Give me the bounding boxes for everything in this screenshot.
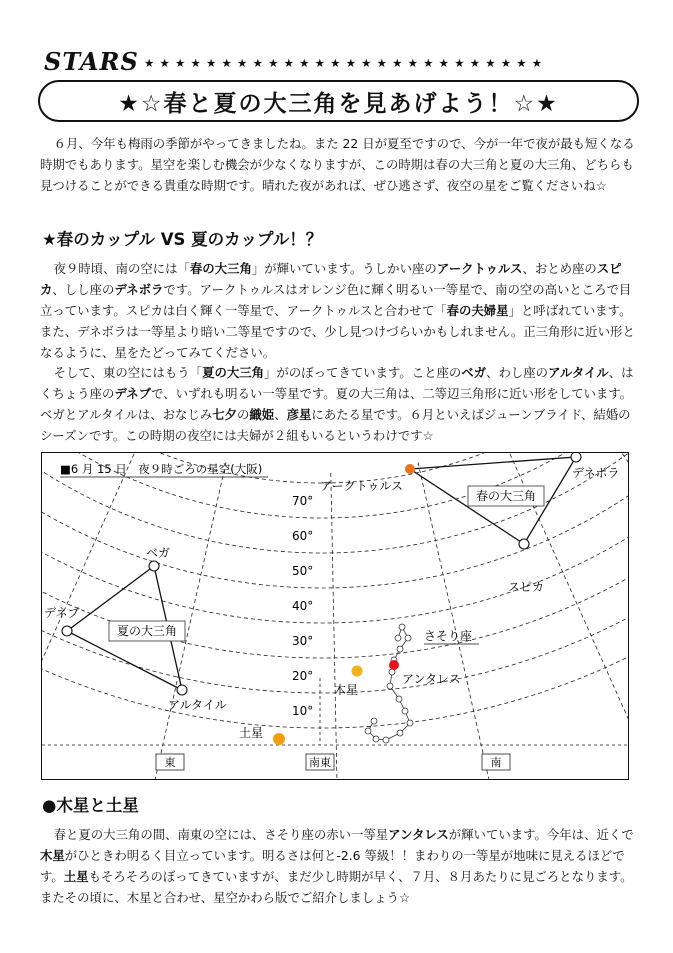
section-heading-couples: ★春のカップル VS 夏のカップル！？ (42, 230, 323, 249)
text-run: 、おとめ座の (522, 261, 597, 276)
direction-label: 南 (490, 756, 502, 769)
spica-star (519, 539, 529, 549)
scorpius-star (405, 635, 411, 641)
saturn-planet (273, 733, 285, 745)
denebola-label: デネボラ (572, 466, 620, 480)
deneb-star (62, 626, 72, 636)
bold-term: 春の夫婦星 (446, 303, 509, 318)
text-run: そして、東の空にはもう「 (53, 365, 203, 380)
direction-label: 東 (164, 756, 176, 769)
text-run: です。アークトゥルスはオレンジ色に輝く明るい一等星で、南の空の高いところで目立っています。スピカは白く輝く一等星で、アークトゥルスと合わせて「 (40, 282, 632, 318)
bold-term: デネブ (114, 386, 152, 401)
text-run: 」が輝いています。うしかい座の (251, 261, 437, 276)
scorpius-star (371, 718, 377, 724)
star-map (41, 452, 629, 780)
azimuth-line (578, 453, 629, 684)
decorative-star-row: ★★★★★★★★★★★★★★★★★★★★★★★★★★ (144, 56, 548, 70)
spring-triangle-label: 春の大三角 (475, 489, 537, 503)
altitude-tick-label: 10° (292, 704, 314, 718)
saturn-label: 土星 (239, 726, 264, 740)
direction-label: 南東 (309, 756, 331, 769)
antares-label: アンタレス (402, 672, 461, 686)
vega-label: ベガ (146, 546, 171, 560)
denebola-star (571, 453, 581, 462)
text-run: 春と夏の大三角の間、南東の空には、さそり座の赤い一等星 (53, 827, 389, 842)
jupiter-planet (352, 666, 363, 677)
map-caption: ■6 月 15 日 夜９時ごろの星空(大阪) (60, 462, 263, 476)
scorpius-star (365, 728, 371, 734)
scorpius-label: さそり座 (424, 629, 473, 643)
text-run: にあたる星です。６月といえばジューンブライド、結婚のシーズンです。この時期の夜空には夫婦が２組もいるというわけです☆ (40, 407, 631, 443)
scorpius-star (399, 624, 405, 630)
text-run: 、はくちょう座の (40, 365, 634, 401)
paragraph-summer-triangle (40, 362, 638, 446)
text-run: が輝いています。今年は、近くで (448, 827, 634, 842)
text-run: がひときわ明るく目立っています。明るさは何と-2.6 等級！！まわりの一等星が地味に見えるほどです。 (40, 848, 625, 884)
page-title: ★☆春と夏の大三角を見あげよう！☆★ (118, 90, 559, 117)
stars-logo: STARS (44, 47, 139, 76)
intro-paragraph: ６月、今年も梅雨の季節がやってきましたね。また 22 日が夏至ですので、今が一年で夜が最も短くなる時期でもあります。星空を楽しむ機会が少なくなりますが、この時期は春の大三角と夏の大三角、どちらも見つけることができる貴重な時期です。晴れた夜があれば、ぜひ逃さず、夜空の星をご覧くださいね☆ (40, 136, 635, 193)
paragraph-planets (40, 824, 638, 908)
deneb-label: デネブ (44, 606, 80, 620)
star-map-svg (42, 453, 629, 780)
text-run: 」がのぼってきています。こと座の (264, 365, 462, 380)
scorpius-star (397, 646, 403, 652)
antares-star (389, 660, 399, 670)
text-run: 、しし座の (52, 282, 115, 297)
bold-term: 土星 (63, 869, 89, 884)
title-banner (38, 80, 639, 122)
text-run: の (237, 407, 250, 422)
bold-term: 織姫 (249, 407, 275, 422)
scorpius-star (395, 635, 401, 641)
altair-label: アルタイル (168, 698, 227, 712)
summer-triangle-label: 夏の大三角 (116, 624, 178, 638)
altair-star (177, 685, 187, 695)
scorpius-star (397, 730, 403, 736)
altitude-tick-label: 50° (292, 564, 314, 578)
arcturus-label: アークトゥルス (320, 479, 403, 493)
bold-term: 夏の大三角 (202, 365, 265, 380)
text-run: 、 (274, 407, 287, 422)
bold-term: 七夕 (212, 407, 238, 422)
text-run: 夜９時頃、南の空には「 (53, 261, 190, 276)
bold-term: アークトゥルス (436, 261, 523, 276)
bold-term: スピカ (40, 261, 622, 297)
altitude-tick-label: 60° (292, 529, 314, 543)
jupiter-label: 木星 (334, 683, 359, 697)
section-heading-planets: ●木星と土星 (42, 796, 139, 815)
paragraph-spring-triangle (40, 258, 638, 363)
scorpius-star (373, 736, 379, 742)
bold-term: 彦星 (286, 407, 312, 422)
bold-term: アンタレス (388, 827, 449, 842)
altitude-tick-label: 70° (292, 494, 314, 508)
vega-star (149, 561, 159, 571)
spica-label: スピカ (508, 580, 545, 594)
text-run: 、わし座の (486, 365, 549, 380)
bold-term: ベガ (461, 365, 487, 380)
bold-term: 春の大三角 (189, 261, 252, 276)
scorpius-star (396, 696, 402, 702)
bold-term: アルタイル (548, 365, 609, 380)
bold-term: デネボラ (114, 282, 164, 297)
azimuth-line (42, 453, 66, 684)
azimuth-line (418, 462, 497, 780)
scorpius-star (402, 708, 408, 714)
altitude-tick-label: 30° (292, 634, 314, 648)
masthead (44, 49, 644, 75)
text-run: もそろそろのぼってきていますが、まだ少し時期が早く、７月、８月あたりに見ごろとなります。またその頃に、木星と合わせ、星空かわら版でご紹介しましょう☆ (40, 869, 633, 905)
text-run: 」と呼ばれています。また、デネボラは一等星より暗い二等星ですので、少し見つけづらいかもしれません。正三角形に近い形となるように、星をたどってみてください。 (40, 303, 635, 360)
text-run: で、いずれも明るい一等星です。夏の大三角は、二等辺三角形に近い形をしています。ベガとアルタイルは、おなじみ (40, 386, 633, 422)
bold-term: 木星 (40, 848, 65, 863)
scorpius-star (407, 720, 413, 726)
scorpius-star (387, 683, 393, 689)
altitude-tick-label: 20° (292, 669, 314, 683)
altitude-tick-label: 40° (292, 599, 314, 613)
azimuth-line (331, 473, 338, 780)
scorpius-star (383, 737, 389, 743)
arcturus-star (405, 464, 415, 474)
